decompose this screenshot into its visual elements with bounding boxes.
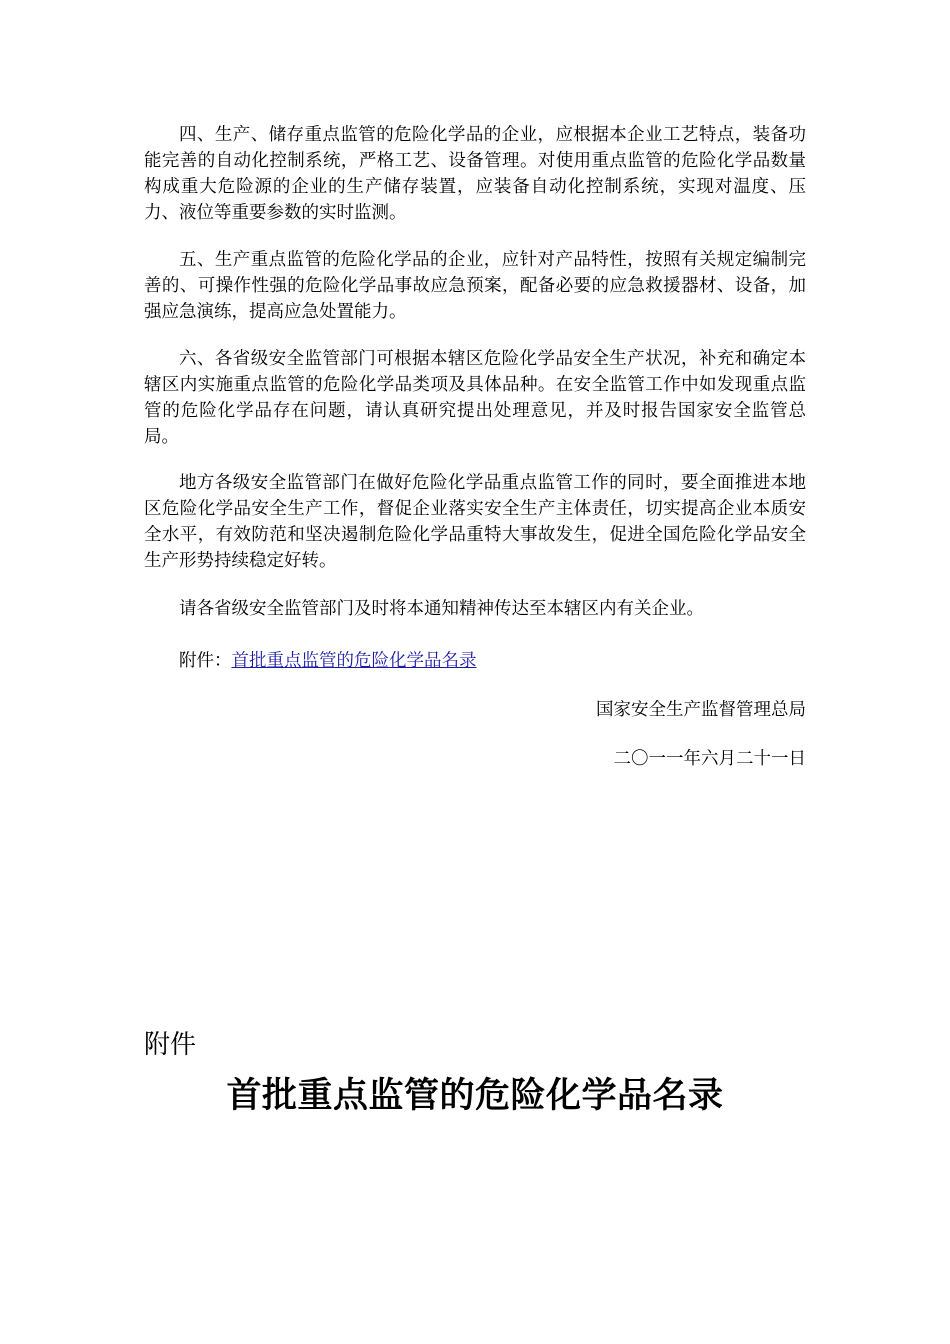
signature-date: 二〇一一年六月二十一日 <box>613 749 806 769</box>
attachment-line <box>144 648 806 674</box>
attachment-link[interactable]: 首批重点监管的危险化学品名录 <box>231 651 477 671</box>
paragraph-item-4: 四、生产、储存重点监管的危险化学品的企业，应根据本企业工艺特点，装备功能完善的自动化控制系统，严格工艺、设备管理。对使用重点监管的危险化学品数量构成重大危险源的企业的生产储存装置，应装备自动化控制系统，实现对温度、压力、液位等重要参数的实时监测。 <box>144 125 806 223</box>
annex-title: 首批重点监管的危险化学品名录 <box>226 1076 724 1116</box>
annex-label: 附件 <box>144 1030 197 1060</box>
attachment-prefix: 附件： <box>179 651 232 671</box>
paragraph-item-6: 六、各省级安全监管部门可根据本辖区危险化学品安全生产状况，补充和确定本辖区内实施重点监管的危险化学品类项及具体品种。在安全监管工作中如发现重点监管的危险化学品存在问题，请认真研究提出处理意见，并及时报告国家安全监管总局。 <box>144 349 806 447</box>
paragraph-notice: 请各省级安全监管部门及时将本通知精神传达至本辖区内有关企业。 <box>179 599 704 619</box>
paragraph-local-departments: 地方各级安全监管部门在做好危险化学品重点监管工作的同时，要全面推进本地区危险化学品安全生产工作，督促企业落实安全生产主体责任，切实提高企业本质安全水平，有效防范和坚决遏制危险化学品重特大事故发生，促进全国危险化学品安全生产形势持续稳定好转。 <box>144 473 806 571</box>
signature-organization: 国家安全生产监督管理总局 <box>596 700 806 720</box>
paragraph-item-5: 五、生产重点监管的危险化学品的企业，应针对产品特性，按照有关规定编制完善的、可操作性强的危险化学品事故应急预案，配备必要的应急救援器材、设备，加强应急演练，提高应急处置能力。 <box>144 250 806 322</box>
